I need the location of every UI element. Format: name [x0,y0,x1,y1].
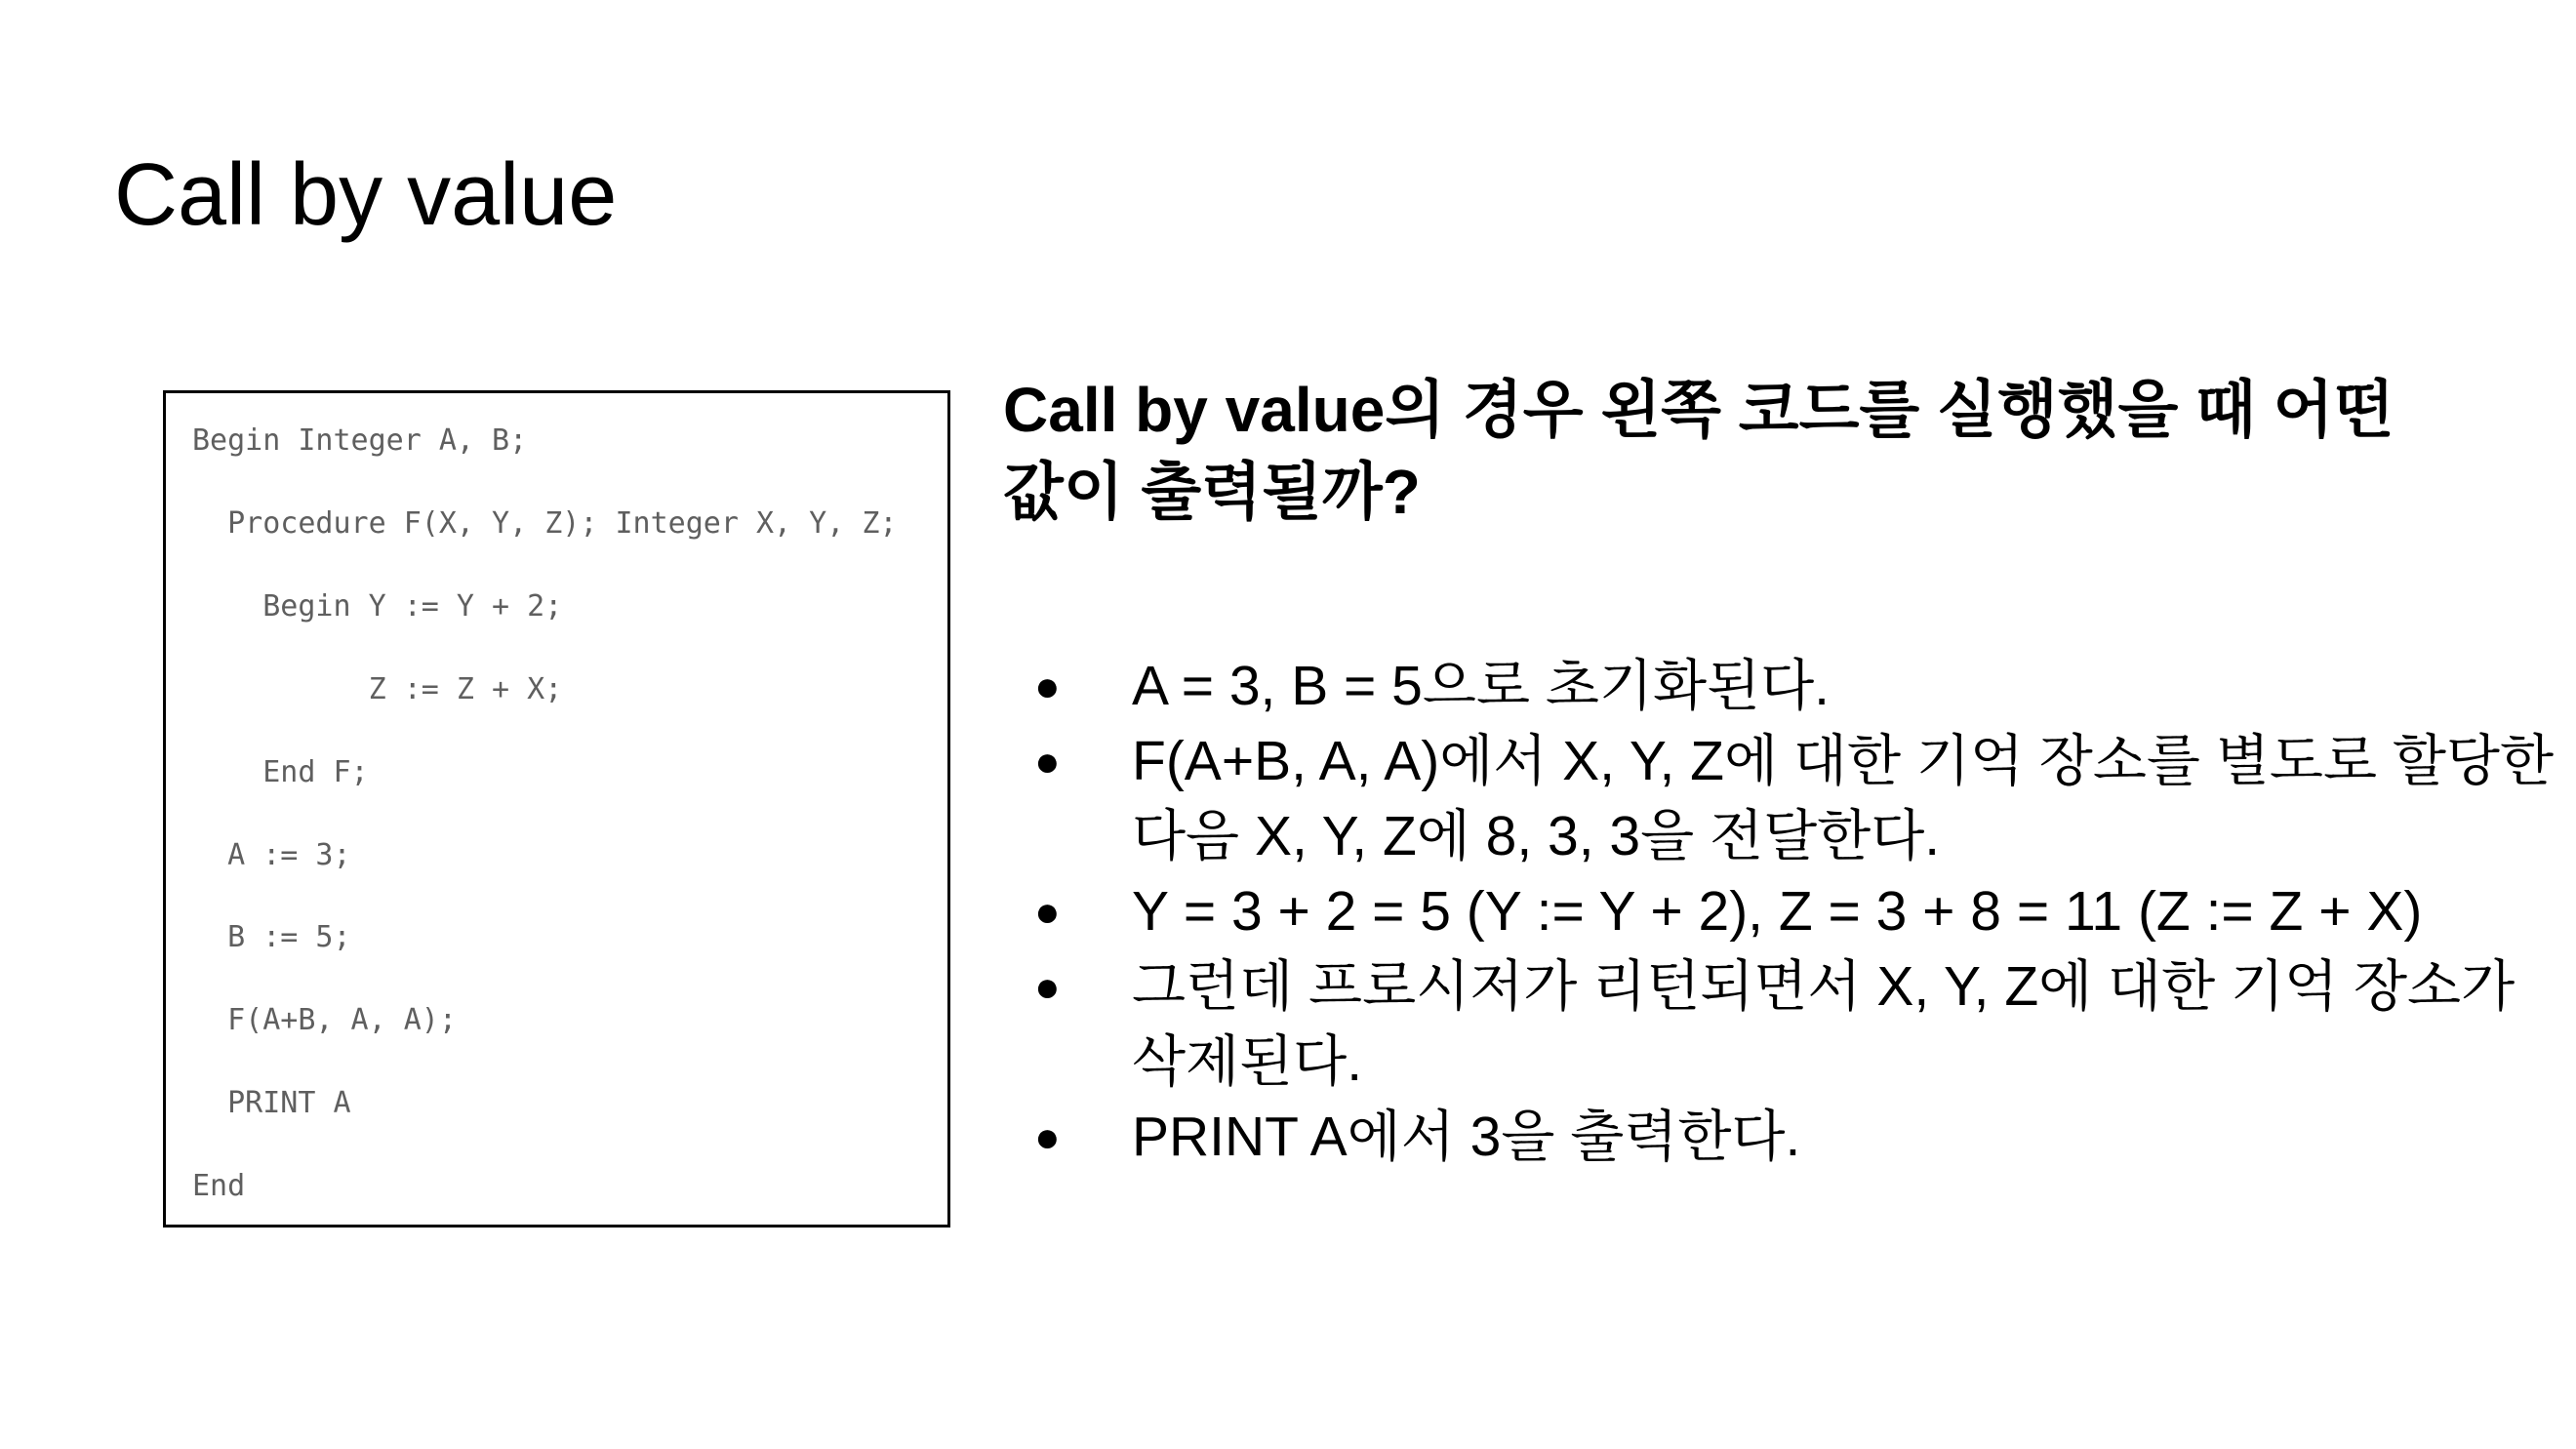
code-line: Procedure F(X, Y, Z); Integer X, Y, Z; [192,506,898,541]
list-item-text: Y = 3 + 2 = 5 (Y := Y + 2), Z = 3 + 8 = 11 (Z := Z + X) [1132,880,2423,943]
bullet-icon: ● [1034,738,1061,785]
list-item-text: A = 3, B = 5으로 초기화된다. [1132,655,1830,717]
list-item-text: PRINT A에서 3을 출력한다. [1132,1106,1801,1168]
bullet-icon: ● [1034,963,1061,1011]
list-item [1034,1100,2556,1175]
list-item [1034,649,2556,724]
list-item-text: 그런데 프로시저가 리턴되면서 X, Y, Z에 대한 기억 장소가 삭제된다. [1132,955,2516,1093]
bullet-icon: ● [1034,663,1061,710]
code-line: A := 3; [192,838,351,872]
list-item [1034,949,2556,1100]
bullet-icon: ● [1034,1113,1061,1161]
bullet-icon: ● [1034,888,1061,936]
list-item-text: F(A+B, A, A)에서 X, Y, Z에 대한 기억 장소를 별도로 할당한 다음 X, Y, Z에 8, 3, 3을 전달한다. [1132,730,2555,867]
code-block [163,390,950,1228]
code-line: B := 5; [192,920,351,954]
code-line: End F; [192,755,369,789]
code-line: Z := Z + X; [192,672,563,706]
answer-list [1034,649,2556,1175]
slide-title: Call by value [114,146,618,244]
code-line: End [192,1169,246,1203]
list-item [1034,724,2556,874]
code-line: Begin Integer A, B; [192,423,528,458]
code-line: F(A+B, A, A); [192,1003,457,1037]
list-item [1034,874,2556,949]
code-line: Begin Y := Y + 2; [192,589,563,624]
code-line: PRINT A [192,1086,351,1120]
question-text: Call by value의 경우 왼쪽 코드를 실행했을 때 어떤 값이 출력될까? [1003,375,2395,527]
